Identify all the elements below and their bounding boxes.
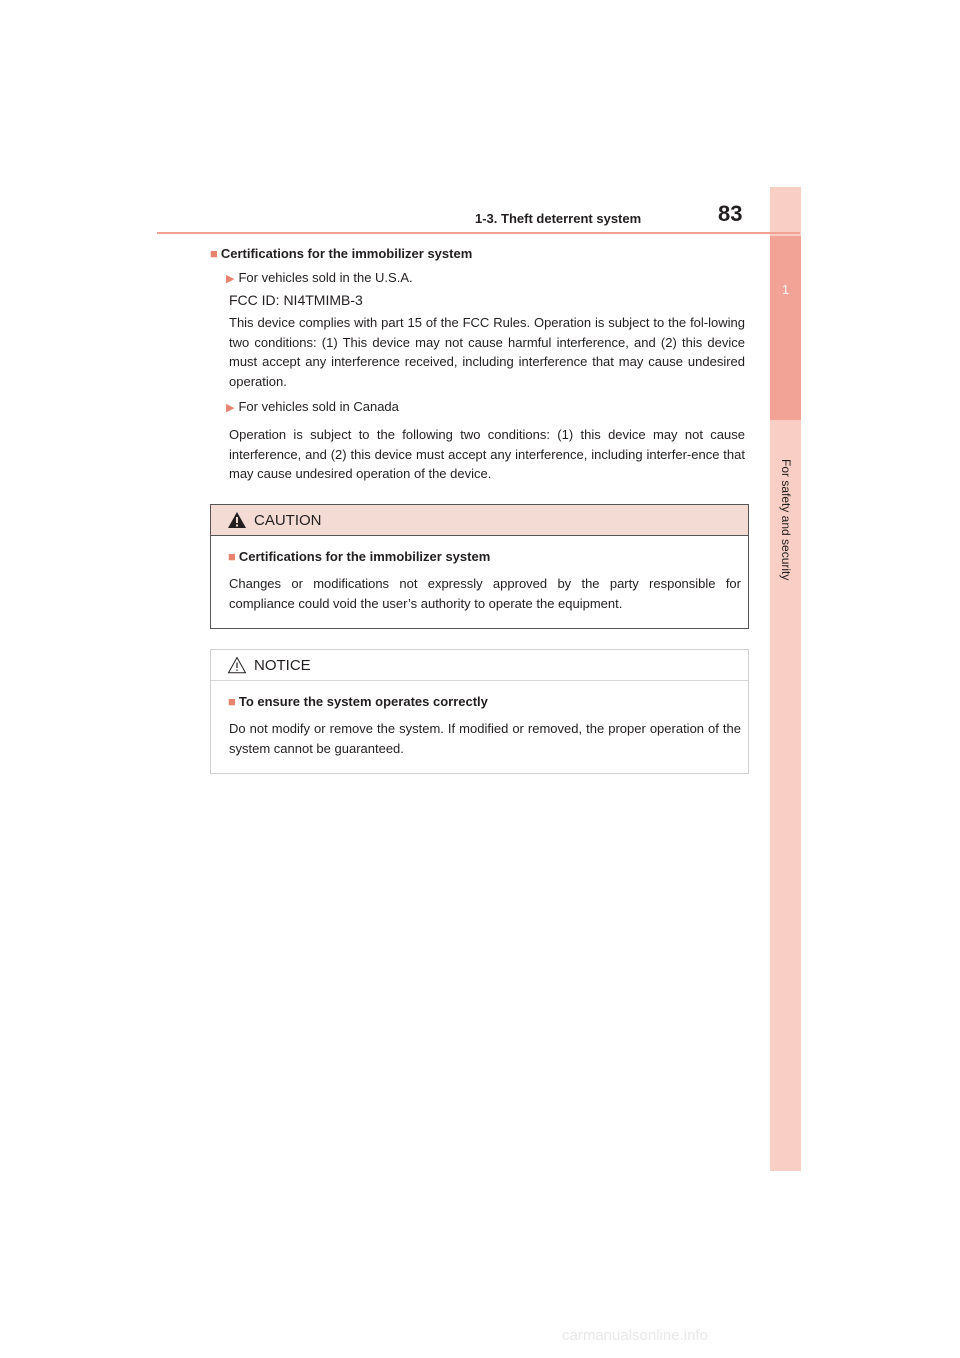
- square-bullet-icon: ■: [228, 549, 236, 564]
- notice-heading: [228, 694, 488, 709]
- fcc-id: FCC ID: NI4TMIMB-3: [229, 292, 363, 308]
- caution-header: [211, 505, 748, 536]
- usa-compliance-text: This device complies with part 15 of the FCC Rules. Operation is subject to the fol-lowing two conditions: (1) This device may not cause harmful interference, and (2) this device must accept any interference received, including interference that may cause undesired operation.: [229, 315, 745, 389]
- watermark-text: carmanualsonline.info: [562, 1327, 708, 1344]
- section-title: 1-3. Theft deterrent system: [475, 211, 642, 226]
- square-bullet-icon: ■: [210, 246, 218, 261]
- notice-header: [211, 650, 748, 681]
- warning-icon: [227, 511, 247, 529]
- main-heading: [210, 246, 472, 261]
- square-bullet-icon: ■: [228, 694, 236, 709]
- caution-text: Changes or modifications not expressly approved by the party responsible for compliance could void the user’s authority to operate the equipment.: [229, 576, 741, 611]
- subheading-canada: [226, 399, 399, 414]
- notice-text: Do not modify or remove the system. If modified or removed, the proper operation of the system cannot be guaranteed.: [229, 721, 741, 756]
- canada-compliance-text: Operation is subject to the following two conditions: (1) this device may not cause interference, and (2) this device must accept any interference, including interfer-ence that may cause undesired operation of the device.: [229, 427, 745, 481]
- caution-title: CAUTION: [254, 512, 322, 529]
- header-divider: [157, 232, 800, 234]
- subheading-canada-text: For vehicles sold in Canada: [238, 399, 399, 414]
- chapter-label: For safety and security: [779, 459, 793, 581]
- triangle-bullet-icon: ▶: [226, 273, 235, 285]
- notice-box: [210, 649, 749, 774]
- warning-outline-icon: [227, 656, 247, 674]
- subheading-usa: [226, 270, 413, 285]
- triangle-bullet-icon: ▶: [226, 402, 235, 414]
- subheading-usa-text: For vehicles sold in the U.S.A.: [238, 270, 413, 285]
- notice-title: NOTICE: [254, 657, 311, 674]
- chapter-number: 1: [781, 282, 790, 297]
- caution-heading: [228, 549, 490, 564]
- caution-heading-text: Certifications for the immobilizer system: [238, 549, 491, 564]
- page-number: 83: [718, 201, 743, 226]
- caution-box: [210, 504, 749, 629]
- main-heading-text: Certifications for the immobilizer system: [220, 246, 473, 261]
- notice-heading-text: To ensure the system operates correctly: [238, 694, 488, 709]
- chapter-number-block: [770, 236, 801, 420]
